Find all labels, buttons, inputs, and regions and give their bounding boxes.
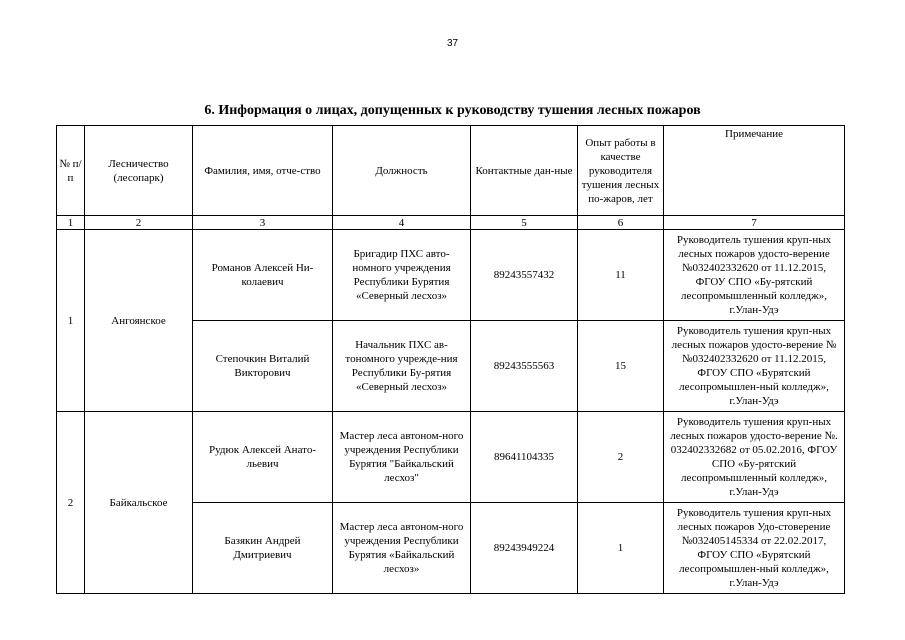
header-contact: Контактные дан-ные <box>471 126 578 216</box>
forestry-name: Ангоянское <box>85 230 193 412</box>
experience-years: 1 <box>578 503 664 594</box>
table-row <box>57 230 845 321</box>
note-cell: Руководитель тушения круп-ных лесных пожаров удосто-верение №. 032402332682 от 05.02.2016, ФГОУ СПО «Бу-рятский лесопромышленный колледж», г.Улан-Удэ <box>664 412 845 503</box>
column-number: 1 <box>57 216 85 230</box>
experience-years: 15 <box>578 321 664 412</box>
row-number: 2 <box>57 412 85 594</box>
column-number: 3 <box>193 216 333 230</box>
table-row <box>57 412 845 503</box>
header-position: Должность <box>333 126 471 216</box>
person-position: Начальник ПХС ав-тономного учрежде-ния Республики Бу-рятия «Северный лесхоз» <box>333 321 471 412</box>
header-forestry: Лесничество (лесопарк) <box>85 126 193 216</box>
section-title: 6. Информация о лицах, допущенных к руководству тушения лесных пожаров <box>204 103 701 118</box>
person-position: Мастер леса автоном-ного учреждения Республики Бурятия "Байкальский лесхоз" <box>333 412 471 503</box>
note-cell: Руководитель тушения круп-ных лесных пожаров удосто-верение №032402332620 от 11.12.2015, ФГОУ СПО «Бу-рятский лесопромышленный колледж», г.Улан-Удэ <box>664 230 845 321</box>
person-name: Рудюк Алексей Анато-льевич <box>193 412 333 503</box>
contact-phone: 89243949224 <box>471 503 578 594</box>
person-name: Базякин Андрей Дмитриевич <box>193 503 333 594</box>
column-number-row <box>57 216 845 230</box>
contact-phone: 89641104335 <box>471 412 578 503</box>
responsible-persons-table <box>56 125 845 594</box>
contact-phone: 89243557432 <box>471 230 578 321</box>
column-number: 2 <box>85 216 193 230</box>
forestry-name: Байкальское <box>85 412 193 594</box>
column-number: 5 <box>471 216 578 230</box>
note-cell: Руководитель тушения круп-ных лесных пожаров удосто-верение № №032402332620 от 11.12.2015, ФГОУ СПО «Бурятский лесопромышлен-ный колледж», г.Улан-Удэ <box>664 321 845 412</box>
person-name: Степочкин Виталий Викторович <box>193 321 333 412</box>
contact-phone: 89243555563 <box>471 321 578 412</box>
column-number: 7 <box>664 216 845 230</box>
page-number: 37 <box>446 38 459 49</box>
header-num: № п/п <box>57 126 85 216</box>
column-number: 6 <box>578 216 664 230</box>
person-position: Мастер леса автоном-ного учреждения Республики Бурятия «Байкальский лесхоз» <box>333 503 471 594</box>
header-row <box>57 126 845 216</box>
column-number: 4 <box>333 216 471 230</box>
person-name: Романов Алексей Ни-колаевич <box>193 230 333 321</box>
header-note: Примечание <box>664 126 845 216</box>
experience-years: 11 <box>578 230 664 321</box>
row-number: 1 <box>57 230 85 412</box>
person-position: Бригадир ПХС авто-номного учреждения Республики Бурятия «Северный лесхоз» <box>333 230 471 321</box>
note-cell: Руководитель тушения круп-ных лесных пожаров Удо-стоверение №032405145334 от 22.02.2017, ФГОУ СПО «Бурятский лесопромышлен-ный колледж», г.Улан-Удэ <box>664 503 845 594</box>
header-experience: Опыт работы в качестве руководителя тушения лесных по-жаров, лет <box>578 126 664 216</box>
header-name: Фамилия, имя, отче-ство <box>193 126 333 216</box>
experience-years: 2 <box>578 412 664 503</box>
